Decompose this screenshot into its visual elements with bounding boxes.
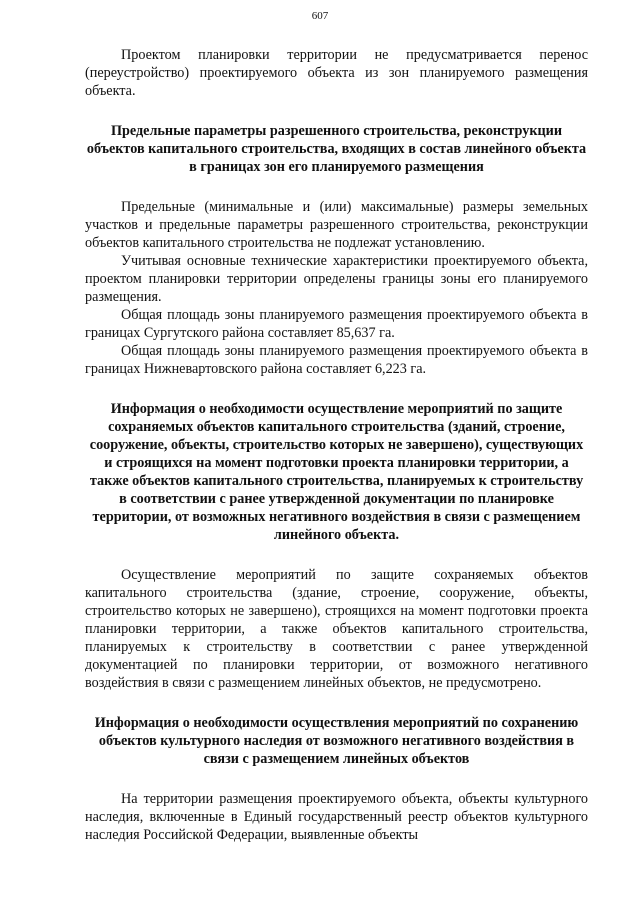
page-number: 607 bbox=[311, 10, 329, 22]
intro-paragraph: Проектом планировки территории не предусматривается перенос (переустройство) проектируемого объекта из зон планируемого размещения объекта. bbox=[85, 47, 588, 99]
spacer bbox=[85, 692, 588, 714]
heritage-heading: Информация о необходимости осуществления мероприятий по сохранению объектов культурного наследия от возможного негативного воздействия в связи с размещением линейных объектов bbox=[94, 715, 579, 767]
limits-paragraph-2: Учитывая основные технические характеристики проектируемого объекта, проектом планировки территории определены границы зоны его планируемого размещения. bbox=[85, 253, 588, 305]
spacer bbox=[85, 768, 588, 790]
limits-heading: Предельные параметры разрешенного строительства, реконструкции объектов капитального строительства, входящих в состав линейного объекта в границах зон его планируемого размещения bbox=[86, 123, 587, 175]
heritage-paragraph: На территории размещения проектируемого объекта, объекты культурного наследия, включенные в Единый государственный реестр объектов культурного наследия Российской Федерации, выявленные объекты bbox=[85, 791, 588, 843]
spacer bbox=[85, 176, 588, 198]
protection-heading: Информация о необходимости осуществление мероприятий по защите сохраняемых объектов капитального строительства (зданий, строение, сооружение, объекты, строительство которых не завершено), существующих и строящихся на момент подготовки проекта планировки территории, а также объектов капитального строительства, планируемых к строительству в соответствии с ранее утвержденной документации по планировке территории, от возможных негативного воздействия в связи с размещением линейного объекта. bbox=[89, 401, 584, 543]
limits-paragraph-4: Общая площадь зоны планируемого размещения проектируемого объекта в границах Нижневартовского района составляет 6,223 га. bbox=[85, 343, 588, 377]
page-content bbox=[85, 46, 588, 844]
limits-paragraph-1: Предельные (минимальные и (или) максимальные) размеры земельных участков и предельные параметры разрешенного строительства, реконструкции объектов капитального строительства не подлежат установлению. bbox=[85, 199, 588, 251]
spacer bbox=[85, 378, 588, 400]
limits-paragraph-3: Общая площадь зоны планируемого размещения проектируемого объекта в границах Сургутского района составляет 85,637 га. bbox=[85, 307, 588, 341]
protection-paragraph: Осуществление мероприятий по защите сохраняемых объектов капитального строительства (здание, строение, сооружение, объекты, строительство которых не завершено), строящихся на момент подготовки проекта планировки территории, а также объектов капитального строительства, планируемых к строительству в соответствии с ранее утвержденной документацией по планировки территории, от возможного негативного воздействия в связи с размещением линейных объектов, не предусмотрено. bbox=[85, 567, 588, 691]
spacer bbox=[85, 100, 588, 122]
spacer bbox=[85, 544, 588, 566]
